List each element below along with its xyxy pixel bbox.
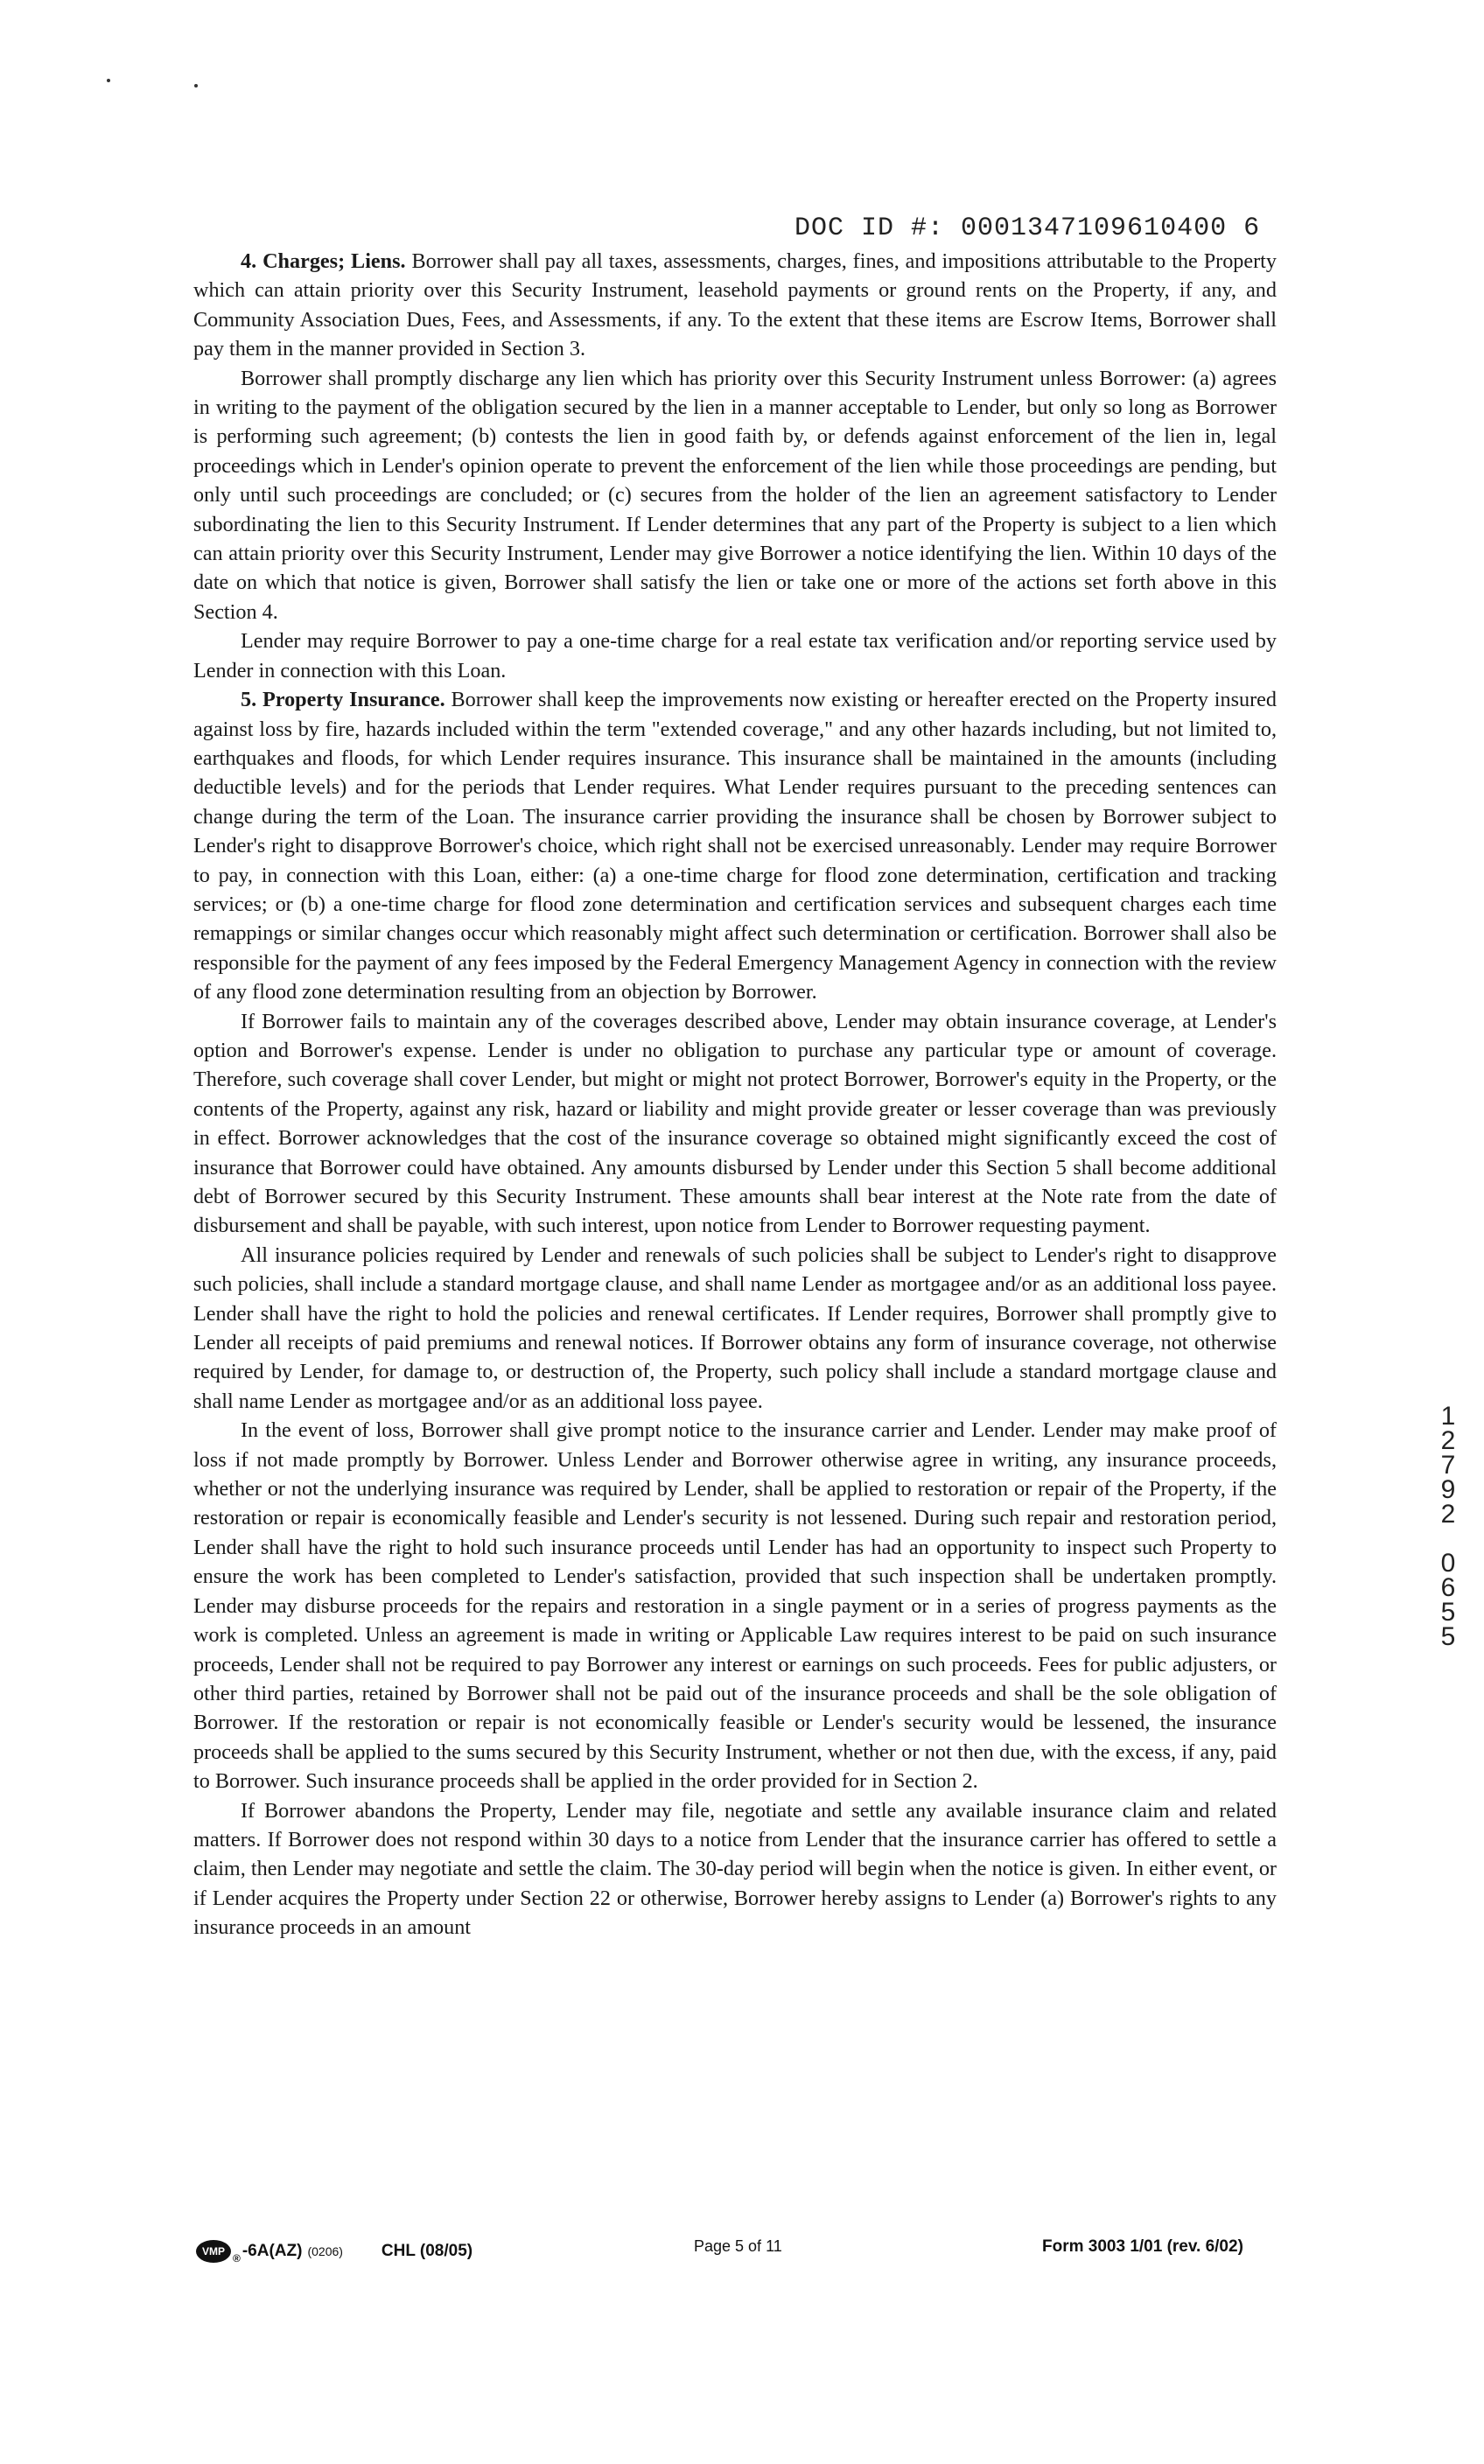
page-number: Page 5 of 11 (694, 2237, 782, 2255)
section-5-paragraph-3: All insurance policies required by Lender and renewals of such policies shall be subject to Lender's right to disapprove such policies, shall include a standard mortgage clause, and shall name Lender as mortgagee and/or as an additional loss payee. Lender shall have the right to hold the policies and renewal certificates. If Lender requires, Borrower shall promptly give to Lender all receipts of paid premiums and renewal notices. If Borrower obtains any form of insurance coverage, not otherwise required by Lender, for damage to, or destruction of, the Property, such policy shall include a standard mortgage clause and shall name Lender as mortgagee and/or as an additional loss payee. (193, 1242, 1277, 1413)
side-stamp-digit: 1 (1440, 1402, 1456, 1431)
form-number: Form 3003 1/01 (rev. 6/02) (1042, 2237, 1243, 2256)
footer-form-code (196, 2237, 472, 2265)
vmp-logo-icon: VMP (196, 2240, 231, 2263)
section-5-text: Borrower shall keep the improvements now existing or hereafter erected on the Property insured against loss by fire, hazards included within the term "extended coverage," and any other hazards including, but not limited to, earthquakes and floods, for which Lender requires insurance. This insurance shall be maintained in the amounts (including deductible levels) and for the periods that Lender requires. What Lender requires pursuant to the preceding sentences can change during the term of the Loan. The insurance carrier providing the insurance shall be chosen by Borrower subject to Lender's right to disapprove Borrower's choice, which right shall not be exercised unreasonably. Lender may require Borrower to pay, in connection with this Loan, either: (a) a one-time charge for flood zone determination, certification and tracking services; or (b) a one-time charge for flood zone determination and certification services and subsequent charges each time remappings or similar changes occur which reasonably might affect such determination or certification. Borrower shall also be responsible for the payment of any fees imposed by the Federal Emergency Management Agency in connection with the review of any flood zone determination resulting from an objection by Borrower. (193, 688, 1277, 1004)
section-5-paragraph-4: In the event of loss, Borrower shall give prompt notice to the insurance carrier and Lender. Lender may make proof of loss if not made promptly by Borrower. Unless Lender and Borrower otherwise agree in writing, any insurance proceeds, whether or not the underlying insurance was required by Lender, shall be applied to restoration or repair of the Property, if the restoration or repair is economically feasible and Lender's security is not lessened. During such repair and restoration period, Lender shall have the right to hold such insurance proceeds until Lender has had an opportunity to inspect such Property to ensure the work has been completed to Lender's satisfaction, provided that such inspection shall be undertaken promptly. Lender may disburse proceeds for the repairs and restoration in a single payment or in a series of progress payments as the work is completed. Unless an agreement is made in writing or Applicable Law requires interest to be paid on such insurance proceeds, Lender shall not be required to pay Borrower any interest or earnings on such proceeds. Fees for public adjusters, or other third parties, retained by Borrower shall not be paid out of the insurance proceeds and shall be the sole obligation of Borrower. If the restoration or repair is not economically feasible or Lender's security would be lessened, the insurance proceeds shall be applied to the sums secured by this Security Instrument, whether or not then due, with the excess, if any, paid to Borrower. Such insurance proceeds shall be applied in the order provided for in Section 2. (193, 1418, 1277, 1794)
side-stamp-digit: 9 (1440, 1475, 1456, 1504)
section-5-paragraph-2: If Borrower fails to maintain any of the coverages described above, Lender may obtain insurance coverage, at Lender's option and Borrower's expense. Lender is under no obligation to purchase any particular type or amount of coverage. Therefore, such coverage shall cover Lender, but might or might not protect Borrower, Borrower's equity in the Property, or the contents of the Property, against any risk, hazard or liability and might provide greater or lesser coverage than was previously in effect. Borrower acknowledges that the cost of the insurance coverage so obtained might significantly exceed the cost of insurance that Borrower could have obtained. Any amounts disbursed by Lender under this Section 5 shall become additional debt of Borrower secured by this Security Instrument. These amounts shall bear interest at the Note rate from the date of disbursement and shall be payable, with such interest, upon notice from Lender to Borrower requesting payment. (193, 1009, 1277, 1238)
doc-id: DOC ID #: 0001347109610400 6 (794, 214, 1261, 243)
side-stamp-digit: 7 (1440, 1451, 1456, 1480)
section-4-heading: 4. Charges; Liens. (241, 249, 406, 273)
side-stamp-digit: 2 (1440, 1500, 1456, 1529)
form-code: -6A(AZ) (242, 2242, 303, 2260)
section-4-text: Borrower shall pay all taxes, assessments, charges, fines, and impositions attributable to the Property which can attain priority over this Security Instrument, leasehold payments or ground rents on the Property, if any, and Community Association Dues, Fees, and Assessments, if any. To the extent that these items are Escrow Items, Borrower shall pay them in the manner provided in Section 3. (193, 249, 1277, 361)
form-code-date: (0206) (307, 2244, 343, 2258)
side-stamp (1435, 1404, 1461, 1649)
side-stamp-digit: 5 (1440, 1598, 1456, 1627)
scan-speck (107, 79, 110, 82)
scan-speck (194, 84, 198, 88)
side-stamp-digit: 6 (1440, 1573, 1456, 1602)
section-4-paragraph-1 (193, 247, 1277, 364)
registered-mark: ® (233, 2252, 241, 2264)
side-stamp-digit: 0 (1440, 1549, 1456, 1578)
document-body (193, 247, 1277, 1942)
section-5-paragraph-5: If Borrower abandons the Property, Lender may file, negotiate and settle any available insurance claim and related matters. If Borrower does not respond within 30 days to a notice from Lender that the insurance carrier has offered to settle a claim, then Lender may negotiate and settle the claim. The 30-day period will begin when the notice is given. In either event, or if Lender acquires the Property under Section 22 or otherwise, Borrower hereby assigns to Lender (a) Borrower's rights to any insurance proceeds in an amount (193, 1798, 1277, 1940)
section-4-paragraph-2: Borrower shall promptly discharge any lien which has priority over this Security Instrument unless Borrower: (a) agrees in writing to the payment of the obligation secured by the lien in a manner acceptable to Lender, but only so long as Borrower is performing such agreement; (b) contests the lien in good faith by, or defends against enforcement of the lien in, legal proceedings which in Lender's opinion operate to prevent the enforcement of the lien while those proceedings are pending, but only until such proceedings are concluded; or (c) secures from the holder of the lien an agreement satisfactory to Lender subordinating the lien to this Security Instrument. If Lender determines that any part of the Property is subject to a lien which can attain priority over this Security Instrument, Lender may give Borrower a notice identifying the lien. Within 10 days of the date on which that notice is given, Borrower shall satisfy the lien or take one or more of the actions set forth above in this Section 4. (193, 366, 1277, 624)
chl-code: CHL (08/05) (381, 2242, 473, 2260)
side-stamp-digit: 2 (1440, 1426, 1456, 1455)
section-5-paragraph-1 (193, 685, 1277, 1006)
section-4-paragraph-3: Lender may require Borrower to pay a one-time charge for a real estate tax verification and/or reporting service used by Lender in connection with this Loan. (193, 629, 1277, 682)
side-stamp-digit: 5 (1440, 1622, 1456, 1651)
section-5-heading: 5. Property Insurance. (241, 688, 445, 712)
